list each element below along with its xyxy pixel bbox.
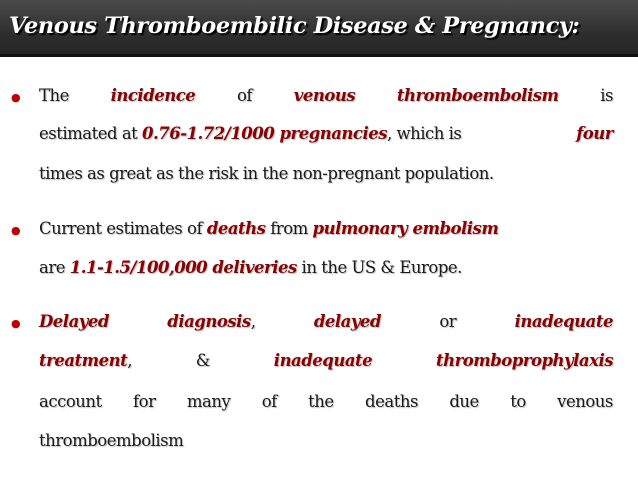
bullet-3-line-2: treatment, & inadequate thromboprophylaxis <box>39 351 613 370</box>
bullet-3-line-3: account for many of the deaths due to venous <box>39 392 613 411</box>
bullet-3-line-4: thromboembolism <box>39 431 184 450</box>
bullet-2-line-2: are 1.1-1.5/100,000 deliveries in the US & Europe. <box>39 258 462 277</box>
bullet-1-line-3: times as great as the risk in the non-pregnant population. <box>39 164 494 183</box>
bullet-1-line-2: estimated at 0.76-1.72/1000 pregnancies, which is four <box>39 124 613 143</box>
bullet-2-line-1: Current estimates of deaths from pulmonary embolism <box>39 219 499 238</box>
slide-title: Venous Thromboembilic Disease & Pregnancy: <box>9 13 580 39</box>
bullet-3-line-1: Delayed diagnosis, delayed or inadequate <box>39 312 613 331</box>
bullet-marker: ● <box>11 317 21 330</box>
bullet-marker: ● <box>11 91 21 104</box>
bullet-1-line-1: The incidence of venous thromboembolism is <box>39 86 613 105</box>
bullet-marker: ● <box>11 224 21 237</box>
